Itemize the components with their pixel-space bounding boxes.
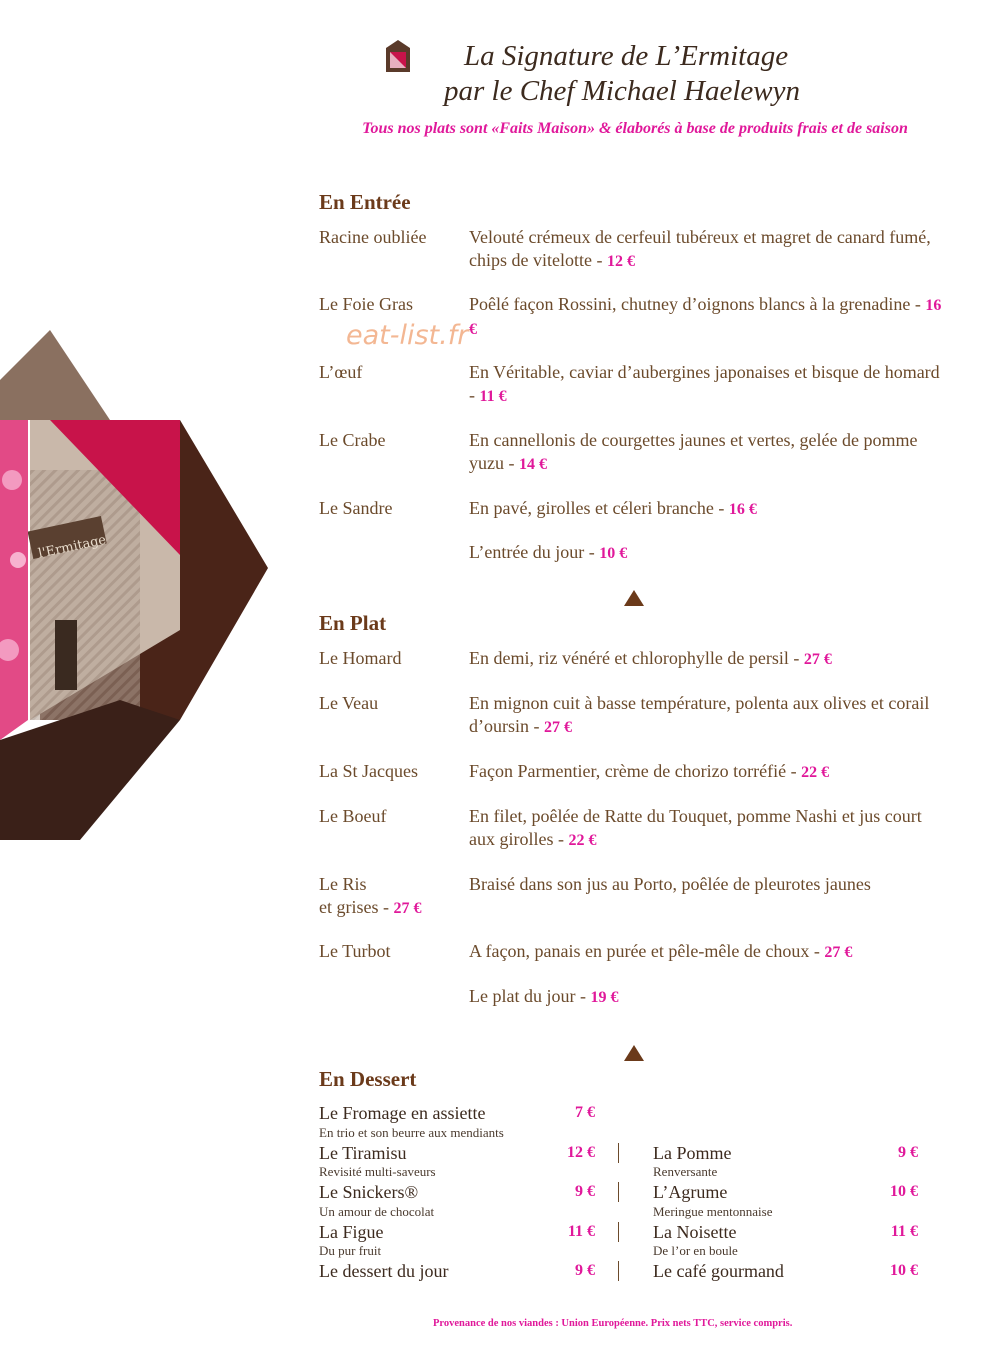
dessert-name: La Figue — [319, 1222, 384, 1242]
dish-name: Le Homard — [319, 648, 402, 668]
dish-price: 16 € — [728, 501, 757, 518]
dish-name: Le Sandre — [319, 498, 393, 518]
dish-description: Velouté crémeux de cerfeuil tubéreux et magret de canard fumé, chips de vitelotte - 12 € — [469, 227, 931, 270]
window — [55, 620, 77, 690]
dessert-price: 11 € — [890, 1223, 918, 1240]
dessert-name: Le dessert du jour — [319, 1261, 449, 1281]
dish-description: Le plat du jour - 19 € — [469, 986, 619, 1006]
dish-description: Poêlé façon Rossini, chutney d’oignons blancs à la grenadine - 16 € — [469, 294, 942, 338]
column-divider — [618, 1182, 619, 1202]
dessert-subtitle: Un amour de chocolat — [319, 1204, 435, 1219]
dessert-price: 11 € — [567, 1223, 595, 1240]
dessert-name: Le Fromage en assiette — [319, 1103, 486, 1123]
ermitage-sign-text: l'Ermitage — [36, 532, 108, 562]
dish-price: 10 € — [599, 545, 628, 562]
dish-price: 27 € — [803, 651, 832, 668]
dish-name: La St Jacques — [319, 761, 418, 781]
dessert-name: Le Snickers® — [319, 1182, 419, 1202]
dish-name: Le Boeuf — [319, 806, 387, 826]
dish-description: En demi, riz vénéré et chlorophylle de persil - 27 € — [469, 648, 832, 668]
dessert-price: 9 € — [898, 1144, 918, 1161]
dish-name: Le Turbot — [319, 941, 391, 961]
dessert-price: 12 € — [567, 1144, 595, 1161]
dish-name: Le Crabe — [319, 430, 386, 450]
dish-name: Racine oubliée — [319, 227, 427, 247]
house-logo-icon — [384, 38, 412, 74]
section-title-entree: En Entrée — [319, 190, 411, 214]
column-divider — [618, 1143, 619, 1163]
bottom-dark-shape — [0, 700, 180, 840]
dish-description: En Véritable, caviar d’aubergines japonaises et bisque de homard - 11 € — [469, 362, 940, 405]
dessert-subtitle: En trio et son beurre aux mendiants — [319, 1125, 504, 1140]
dish-price: 12 € — [606, 253, 635, 270]
dessert-subtitle: Revisité multi-saveurs — [319, 1164, 436, 1179]
triangle-divider-icon — [624, 590, 644, 606]
dessert-price: 10 € — [890, 1262, 918, 1279]
dish-price: 16 € — [469, 297, 942, 338]
dessert-subtitle: Renversante — [653, 1164, 718, 1179]
dish-name: L’œuf — [319, 362, 363, 382]
dessert-price: 9 € — [575, 1262, 595, 1279]
dish-price: 14 € — [518, 456, 547, 473]
dessert-subtitle: Meringue mentonnaise — [653, 1204, 773, 1219]
dessert-subtitle: Du pur fruit — [319, 1243, 382, 1258]
dish-description: Braisé dans son jus au Porto, poêlée de pleurotes jaunes — [469, 874, 871, 894]
pink-floral-strip — [0, 420, 28, 740]
column-divider — [618, 1222, 619, 1242]
dish-price: 22 € — [568, 832, 597, 849]
dessert-name: Le Tiramisu — [319, 1143, 407, 1163]
dish-description: En mignon cuit à basse température, polenta aux olives et corail d’oursin - 27 € — [469, 693, 930, 736]
dish-description: En pavé, girolles et céleri branche - 16 € — [469, 498, 757, 518]
dish-name: Le Veau — [319, 693, 379, 713]
tagline: Tous nos plats sont «Faits Maison» & élaborés à base de produits frais et de saison — [362, 120, 908, 137]
dish-description: En filet, poêlée de Ratte du Touquet, pomme Nashi et jus court aux girolles - 22 € — [469, 806, 922, 849]
dessert-name: La Pomme — [653, 1143, 732, 1163]
dessert-price: 9 € — [575, 1183, 595, 1200]
page-title-line2: par le Chef Michael Haelewyn — [444, 75, 800, 107]
dish-description: A façon, panais en purée et pêle-mêle de choux - 27 € — [469, 941, 853, 961]
dessert-price: 7 € — [575, 1104, 595, 1121]
column-divider — [618, 1261, 619, 1281]
tree-photo-shape — [0, 330, 110, 420]
dish-name: Le Ris et grises - 27 € — [319, 874, 422, 917]
dessert-name: La Noisette — [653, 1222, 737, 1242]
dish-price: 27 € — [824, 944, 853, 961]
dish-price: 19 € — [590, 989, 619, 1006]
triangle-divider-icon — [624, 1045, 644, 1061]
footer-note: Provenance de nos viandes : Union Européenne. Prix nets TTC, service compris. — [433, 1318, 793, 1329]
decorative-collage — [0, 320, 280, 840]
dish-description: Façon Parmentier, crème de chorizo torréfié - 22 € — [469, 761, 830, 781]
dessert-subtitle: De l’or en boule — [653, 1243, 738, 1258]
section-title-plat: En Plat — [319, 611, 387, 635]
dish-price: 22 € — [801, 764, 830, 781]
dish-description: En cannellonis de courgettes jaunes et vertes, gelée de pomme yuzu - 14 € — [469, 430, 918, 473]
section-title-dessert: En Dessert — [319, 1067, 417, 1091]
dish-price: 27 € — [393, 900, 422, 917]
dish-name: Le Foie Gras — [319, 294, 413, 314]
dessert-price: 10 € — [890, 1183, 918, 1200]
dessert-name: Le café gourmand — [653, 1261, 784, 1281]
dish-price: 27 € — [544, 719, 572, 736]
page-title-line1: La Signature de L’Ermitage — [464, 40, 789, 72]
watermark: eat-list.fr — [346, 320, 469, 351]
dish-description: L’entrée du jour - 10 € — [469, 542, 628, 562]
dessert-name: L’Agrume — [653, 1182, 728, 1202]
dish-price: 11 € — [479, 388, 507, 405]
